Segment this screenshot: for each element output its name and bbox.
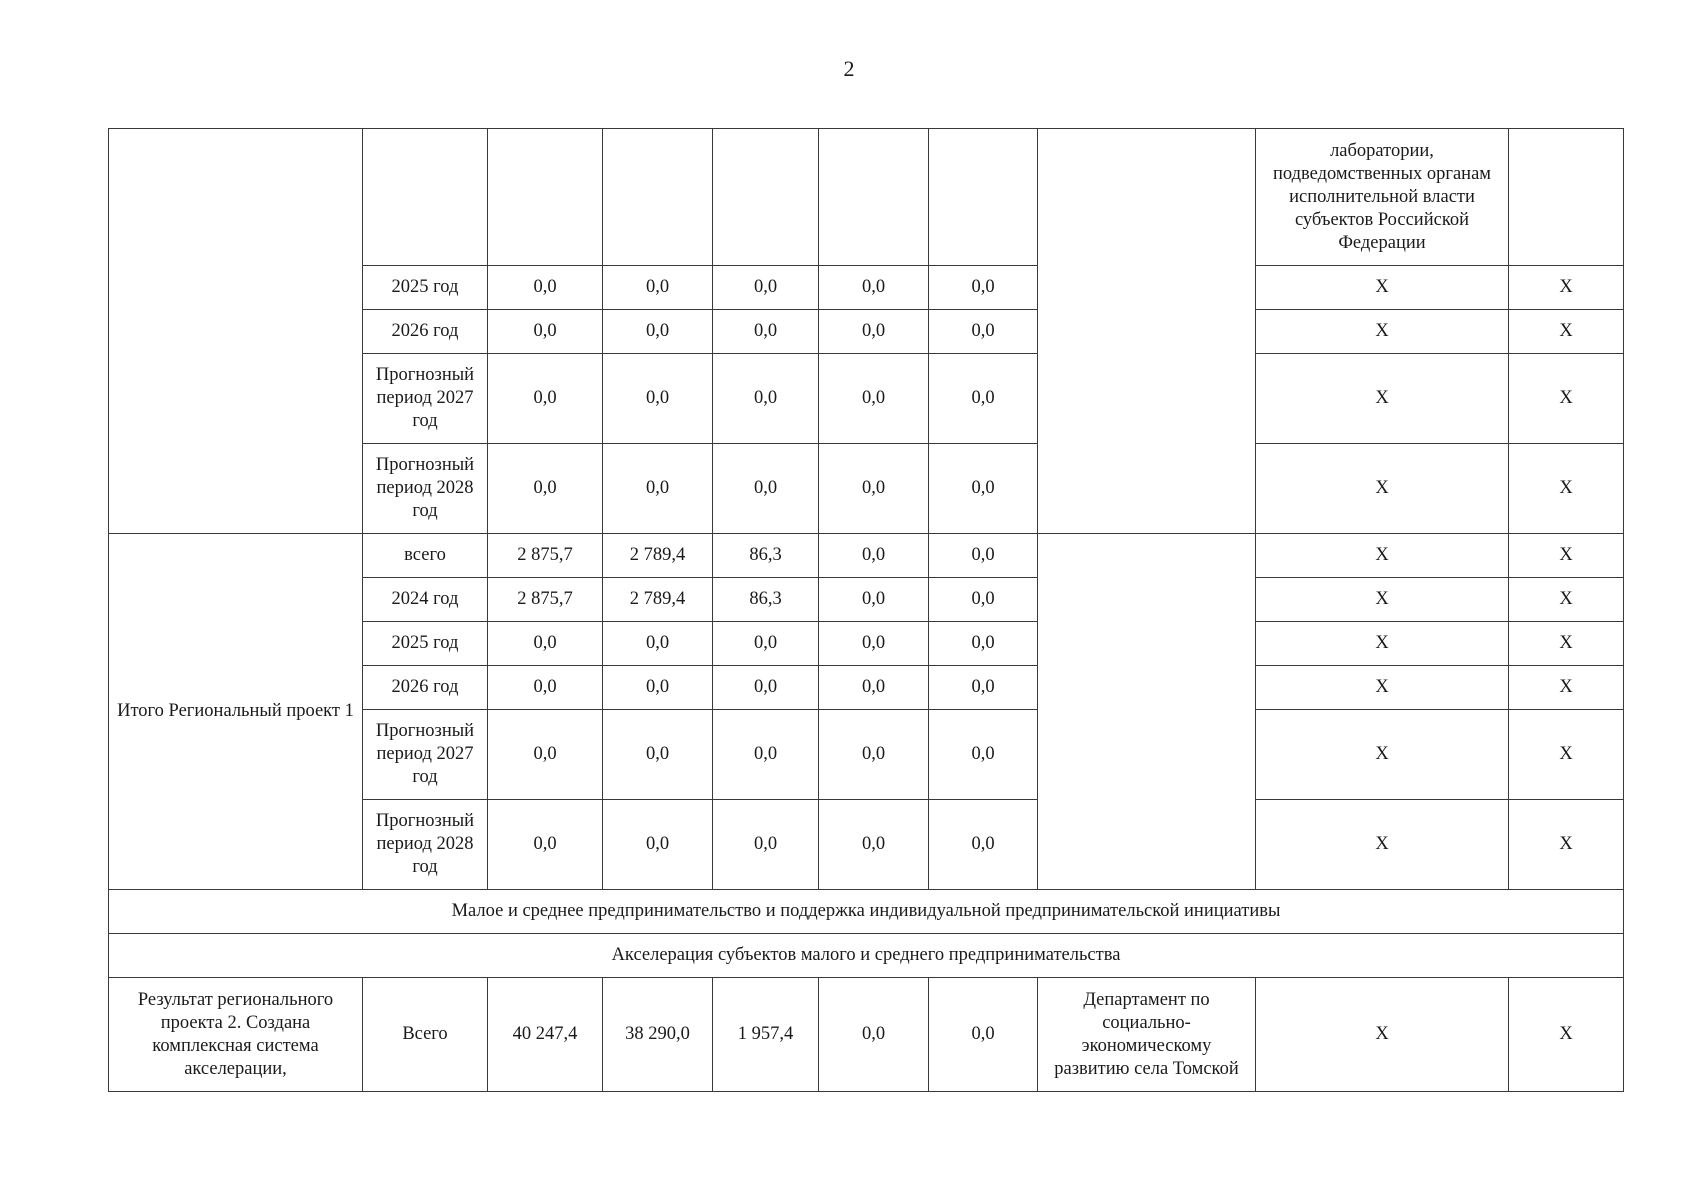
indicator-cell: X <box>1256 354 1509 444</box>
value-cell: 0,0 <box>819 266 929 310</box>
value-cell: 0,0 <box>929 978 1038 1092</box>
indicator-cell: X <box>1256 310 1509 354</box>
value-cell: 2 789,4 <box>603 534 713 578</box>
value-cell: 2 875,7 <box>488 534 603 578</box>
value-cell: 1 957,4 <box>713 978 819 1092</box>
year-cell: 2025 год <box>363 266 488 310</box>
year-cell: Прогнозный период 2027 год <box>363 710 488 800</box>
value-cell: 0,0 <box>929 578 1038 622</box>
extra-cell: X <box>1509 444 1624 534</box>
merged-executor-cell <box>1038 129 1256 534</box>
value-cell: 2 875,7 <box>488 578 603 622</box>
value-cell: 0,0 <box>488 710 603 800</box>
value-cell: 0,0 <box>713 622 819 666</box>
year-cell: Прогнозный период 2027 год <box>363 354 488 444</box>
extra-cell: X <box>1509 578 1624 622</box>
value-cell: 0,0 <box>603 266 713 310</box>
extra-cell: X <box>1509 266 1624 310</box>
value-cell: 0,0 <box>603 710 713 800</box>
merged-executor-cell <box>1038 534 1256 890</box>
value-cell: 0,0 <box>819 666 929 710</box>
value-cell: 0,0 <box>929 266 1038 310</box>
value-cell: 0,0 <box>929 622 1038 666</box>
indicator-cell: X <box>1256 444 1509 534</box>
value-cell: 0,0 <box>929 444 1038 534</box>
extra-cell: X <box>1509 800 1624 890</box>
extra-cell: X <box>1509 666 1624 710</box>
value-cell: 0,0 <box>488 800 603 890</box>
year-cell: 2025 год <box>363 622 488 666</box>
table-cell <box>363 129 488 266</box>
value-cell: 2 789,4 <box>603 578 713 622</box>
value-cell: 0,0 <box>819 710 929 800</box>
value-cell: 0,0 <box>488 354 603 444</box>
value-cell: 0,0 <box>713 800 819 890</box>
value-cell: 86,3 <box>713 578 819 622</box>
value-cell: 0,0 <box>819 978 929 1092</box>
extra-cell: X <box>1509 978 1624 1092</box>
indicator-cell: X <box>1256 800 1509 890</box>
value-cell: 0,0 <box>819 622 929 666</box>
year-cell: Всего <box>363 978 488 1092</box>
value-cell: 0,0 <box>819 444 929 534</box>
table-cell <box>713 129 819 266</box>
value-cell: 0,0 <box>819 800 929 890</box>
value-cell: 0,0 <box>713 354 819 444</box>
year-cell: всего <box>363 534 488 578</box>
indicator-cell: X <box>1256 534 1509 578</box>
table-cell <box>819 129 929 266</box>
extra-cell: X <box>1509 310 1624 354</box>
indicator-cell: X <box>1256 578 1509 622</box>
year-cell: 2026 год <box>363 310 488 354</box>
table-cell <box>488 129 603 266</box>
section-row <box>109 890 1624 934</box>
year-cell: Прогнозный период 2028 год <box>363 444 488 534</box>
executor-cell: Департамент по социально-экономическому развитию села Томской <box>1038 978 1256 1092</box>
result-label-cell: Результат регионального проекта 2. Создана комплексная система акселерации, <box>109 978 363 1092</box>
value-cell: 0,0 <box>929 534 1038 578</box>
table-row <box>109 534 1624 578</box>
value-cell: 0,0 <box>488 266 603 310</box>
indicator-cell: X <box>1256 622 1509 666</box>
value-cell: 0,0 <box>819 534 929 578</box>
value-cell: 0,0 <box>488 310 603 354</box>
regional-project-title: Акселерация субъектов малого и среднего предпринимательства <box>109 934 1624 978</box>
table-row <box>109 978 1624 1092</box>
extra-cell: X <box>1509 710 1624 800</box>
value-cell: 0,0 <box>713 310 819 354</box>
value-cell: 0,0 <box>603 310 713 354</box>
indicator-cell: X <box>1256 666 1509 710</box>
value-cell: 0,0 <box>713 666 819 710</box>
merged-name-cell <box>109 129 363 534</box>
value-cell: 0,0 <box>488 666 603 710</box>
value-cell: 0,0 <box>488 444 603 534</box>
value-cell: 0,0 <box>929 354 1038 444</box>
year-cell: 2026 год <box>363 666 488 710</box>
value-cell: 0,0 <box>819 310 929 354</box>
value-cell: 0,0 <box>929 800 1038 890</box>
value-cell: 0,0 <box>819 354 929 444</box>
extra-cell: X <box>1509 622 1624 666</box>
value-cell: 0,0 <box>929 310 1038 354</box>
extra-cell: X <box>1509 354 1624 444</box>
value-cell: 0,0 <box>603 444 713 534</box>
year-cell: Прогнозный период 2028 год <box>363 800 488 890</box>
section-row <box>109 934 1624 978</box>
value-cell: 0,0 <box>713 444 819 534</box>
indicator-cell: лаборатории, подведомственных органам исполнительной власти субъектов Российской Федерации <box>1256 129 1509 266</box>
value-cell: 86,3 <box>713 534 819 578</box>
total-label-cell: Итого Региональный проект 1 <box>109 534 363 890</box>
page-number: 2 <box>843 56 855 81</box>
value-cell: 0,0 <box>603 666 713 710</box>
table-cell <box>929 129 1038 266</box>
indicator-cell: X <box>1256 978 1509 1092</box>
value-cell: 0,0 <box>929 710 1038 800</box>
table-row <box>109 129 1624 266</box>
indicator-cell: X <box>1256 266 1509 310</box>
budget-table <box>108 128 1624 1092</box>
table-cell <box>1509 129 1624 266</box>
value-cell: 40 247,4 <box>488 978 603 1092</box>
year-cell: 2024 год <box>363 578 488 622</box>
value-cell: 38 290,0 <box>603 978 713 1092</box>
indicator-cell: X <box>1256 710 1509 800</box>
national-project-title: Малое и среднее предпринимательство и поддержка индивидуальной предпринимательской инициативы <box>109 890 1624 934</box>
value-cell: 0,0 <box>488 622 603 666</box>
value-cell: 0,0 <box>819 578 929 622</box>
value-cell: 0,0 <box>603 622 713 666</box>
value-cell: 0,0 <box>929 666 1038 710</box>
value-cell: 0,0 <box>603 354 713 444</box>
value-cell: 0,0 <box>713 266 819 310</box>
value-cell: 0,0 <box>713 710 819 800</box>
table-cell <box>603 129 713 266</box>
extra-cell: X <box>1509 534 1624 578</box>
value-cell: 0,0 <box>603 800 713 890</box>
